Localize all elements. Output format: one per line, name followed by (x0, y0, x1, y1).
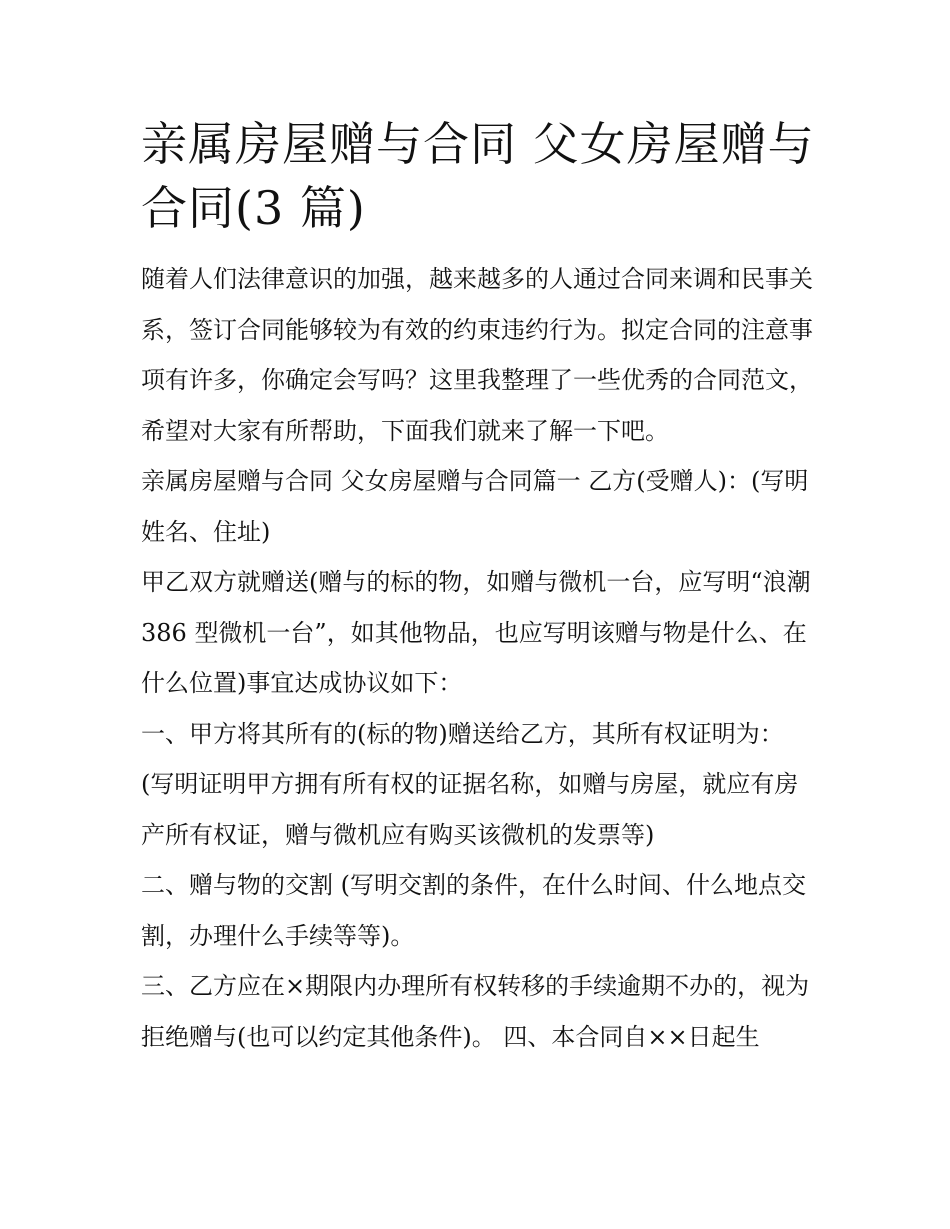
document-body (141, 112, 816, 1062)
paragraph-gift-subject: 甲乙双方就赠送(赠与的标的物，如赠与微机一台，应写明“浪潮 386 型微机一台”，如其他物品，也应写明该赠与物是什么、在什么位置)事宜达成协议如下： (141, 568, 811, 697)
paragraph-parties: 亲属房屋赠与合同 父女房屋赠与合同篇一 乙方(受赠人)：(写明姓名、住址) (141, 467, 809, 546)
clause-two: 二、赠与物的交割 (写明交割的条件，在什么时间、什么地点交割，办理什么手续等等)。 (141, 871, 806, 950)
clause-one: 一、甲方将其所有的(标的物)赠送给乙方，其所有权证明为：(写明证明甲方拥有所有权的证据名称，如赠与房屋，就应有房产所有权证，赠与微机应有购买该微机的发票等) (141, 719, 799, 849)
clause-three: 三、乙方应在×期限内办理所有权转移的手续逾期不办的，视为拒绝赠与(也可以约定其他条件)。 四、本合同自××日起生 (141, 972, 810, 1051)
paragraph-intro: 随着人们法律意识的加强，越来越多的人通过合同来调和民事关系，签订合同能够较为有效的约束违约行为。拟定合同的注意事项有许多，你确定会写吗？这里我整理了一些优秀的合同范文，希望对大家有所帮助，下面我们就来了解一下吧。 (141, 265, 813, 445)
document-title: 亲属房屋赠与合同 父女房屋赠与合同(3 篇) (141, 117, 815, 235)
